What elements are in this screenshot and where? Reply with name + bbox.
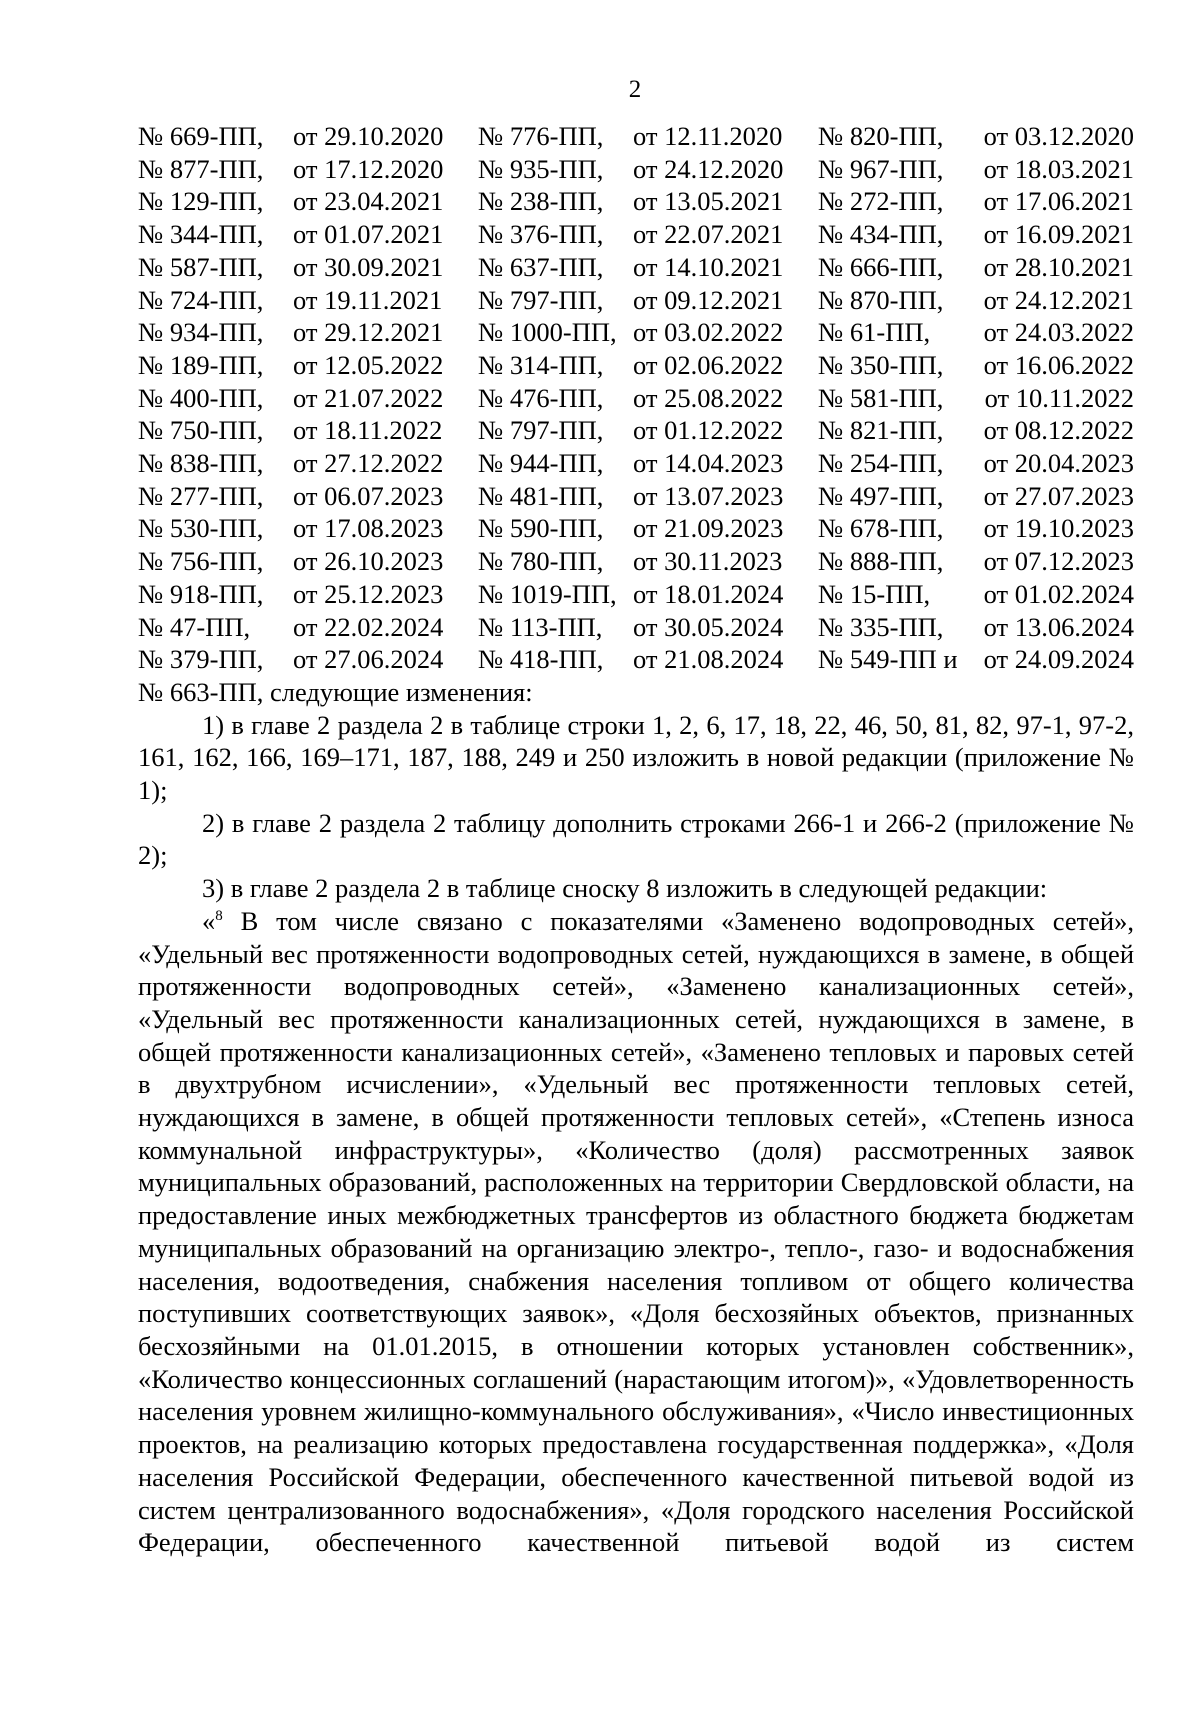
resolution-date: от 30.09.2021 (293, 251, 444, 282)
resolution-date: от 17.06.2021 (983, 186, 1134, 217)
reference-row (138, 447, 1134, 480)
resolution-number: № 61-ПП, (818, 317, 931, 348)
resolution-number: № 481-ПП, (478, 480, 604, 511)
resolution-date: от 13.06.2024 (983, 611, 1134, 642)
resolution-date: от 24.12.2021 (983, 284, 1134, 315)
resolution-number: № 797-ПП, (478, 284, 604, 315)
resolution-number: № 434-ПП, (818, 219, 944, 250)
resolution-number: № 669-ПП, (138, 121, 264, 151)
resolution-number: № 678-ПП, (818, 513, 944, 544)
footnote-8-text (138, 905, 1134, 1559)
resolution-number: № 821-ПП, (818, 415, 944, 446)
resolution-number: № 277-ПП, (138, 480, 264, 511)
resolution-number: № 944-ПП, (478, 448, 604, 479)
resolution-number: № 877-ПП, (138, 153, 264, 184)
resolution-number: № 272-ПП, (818, 186, 944, 217)
resolution-date: от 14.10.2021 (633, 251, 784, 282)
resolution-date: от 30.11.2023 (633, 546, 783, 577)
resolution-date: от 01.12.2022 (633, 415, 784, 446)
resolution-date: от 17.08.2023 (293, 513, 444, 544)
resolution-date: от 12.05.2022 (293, 349, 444, 380)
resolution-date: от 27.12.2022 (293, 448, 444, 479)
resolution-number: № 888-ПП, (818, 546, 944, 577)
resolution-date: от 10.11.2022 (984, 382, 1134, 413)
resolution-date: от 22.07.2021 (633, 219, 784, 250)
resolution-number: № 870-ПП, (818, 284, 944, 315)
resolution-number: № 1019-ПП, (478, 578, 617, 609)
resolution-number: № 400-ПП, (138, 382, 264, 413)
resolution-date: от 12.11.2020 (633, 121, 783, 151)
resolution-date: от 17.12.2020 (293, 153, 444, 184)
resolution-date: от 21.07.2022 (293, 382, 444, 413)
resolution-date: от 25.12.2023 (293, 578, 444, 609)
resolution-number: № 587-ПП, (138, 251, 264, 282)
resolution-number: № 581-ПП, (818, 382, 944, 413)
resolution-number: № 335-ПП, (818, 611, 944, 642)
reference-row (138, 480, 1134, 513)
resolution-date: от 16.06.2022 (983, 349, 1134, 380)
resolution-date: от 21.08.2024 (633, 644, 784, 675)
resolution-number: № 129-ПП, (138, 186, 264, 217)
resolution-date: от 13.05.2021 (633, 186, 784, 217)
amendment-item-1: 1) в главе 2 раздела 2 в таблице строки 1, 2, 6, 17, 18, 22, 46, 50, 81, 82, 97-1, 97-2, 161, 162, 166, 169–171, 187, 188, 249 и 250 изложить в новой редакции (приложение № 1); (138, 709, 1134, 806)
resolution-date: от 29.10.2020 (293, 121, 444, 151)
resolution-number: № 376-ПП, (478, 219, 604, 250)
resolution-number: № 838-ПП, (138, 448, 264, 479)
resolution-date: от 30.05.2024 (633, 611, 784, 642)
footnote-marker: 8 (215, 907, 223, 924)
closing-line: № 663-ПП, следующие изменения: (138, 676, 533, 707)
reference-row (138, 349, 1134, 382)
resolution-reference-rows (138, 120, 1134, 676)
resolution-number: № 750-ПП, (138, 415, 264, 446)
resolution-date: от 01.07.2021 (293, 219, 444, 250)
reference-row (138, 512, 1134, 545)
resolution-date: от 20.04.2023 (983, 448, 1134, 479)
resolution-date: от 03.02.2022 (633, 317, 784, 348)
resolution-date: от 22.02.2024 (293, 611, 444, 642)
reference-row (138, 120, 1134, 153)
resolution-number: № 967-ПП, (818, 153, 944, 184)
footnote-body: В том числе связано с показателями «Заменено водопроводных сетей», «Удельный вес протяженности водопроводных сетей, нуждающихся в замене, в общей протяженности водопроводных сетей», «Заменено канализационных сетей», «Удельный вес протяженности канализационных сетей, нуждающихся в замене, в общей протяженности канализационных сетей», «Заменено тепловых и паровых сетей в двухтрубном исчислении», «Удельный вес протяженности тепловых сетей, нуждающихся в замене, в общей протяженности тепловых сетей», «Степень износа коммунальной инфраструктуры», «Количество (доля) рассмотренных заявок муниципальных образований, расположенных на территории Свердловской области, на предоставление иных межбюджетных трансфертов из областного бюджета бюджетам муниципальных образований на организацию электро-, тепло-, газо- и водоснабжения населения, водоотведения, снабжения населения топливом от общего количества поступивших соответствующих заявок», «Доля бесхозяйных объектов, признанных бесхозяйными на 01.01.2015, в отношении которых установлен собственник», «Количество концессионных соглашений (нарастающим итогом)», «Удовлетворенность населения уровнем жилищно-коммунального обслуживания», «Число инвестиционных проектов, на реализацию которых предоставлена государственная поддержка», «Доля населения Российской Федерации, обеспеченного качественной питьевой водой из систем централизованного водоснабжения», «Доля городского населения Российской Федерации, обеспеченного качественной питьевой водой из систем (138, 905, 1134, 1558)
resolution-number: № 666-ПП, (818, 251, 944, 282)
resolution-number: № 418-ПП, (478, 644, 604, 675)
reference-row (138, 316, 1134, 349)
resolution-number: № 47-ПП, (138, 611, 251, 642)
resolution-number: № 113-ПП, (478, 611, 603, 642)
resolution-date: от 19.10.2023 (983, 513, 1134, 544)
resolution-date: от 27.06.2024 (293, 644, 444, 675)
resolution-number: № 497-ПП, (818, 480, 944, 511)
document-body (138, 120, 1134, 1559)
resolution-number: № 935-ПП, (478, 153, 604, 184)
reference-row (138, 578, 1134, 611)
resolution-number: № 379-ПП, (138, 644, 264, 675)
reference-row (138, 251, 1134, 284)
resolution-number: № 776-ПП, (478, 121, 604, 151)
resolution-number: № 820-ПП, (818, 121, 944, 151)
resolution-date: от 07.12.2023 (983, 546, 1134, 577)
resolution-date: от 24.12.2020 (633, 153, 784, 184)
resolution-date: от 25.08.2022 (633, 382, 784, 413)
resolution-number: № 637-ПП, (478, 251, 604, 282)
resolution-date: от 02.06.2022 (633, 349, 784, 380)
resolution-reference-table (138, 120, 1134, 676)
resolution-date: от 16.09.2021 (983, 219, 1134, 250)
resolution-date: от 18.11.2022 (293, 415, 443, 446)
resolution-number: № 780-ПП, (478, 546, 604, 577)
resolution-number: № 918-ПП, (138, 578, 264, 609)
amendment-item-2: 2) в главе 2 раздела 2 таблицу дополнить строками 266-1 и 266-2 (приложение № 2); (138, 807, 1134, 871)
resolution-number: № 934-ПП, (138, 317, 264, 348)
resolution-date: от 03.12.2020 (983, 121, 1134, 151)
resolution-number: № 344-ПП, (138, 219, 264, 250)
amendments-list (138, 709, 1134, 1559)
reference-row (138, 153, 1134, 186)
resolution-date: от 13.07.2023 (633, 480, 784, 511)
reference-row (138, 382, 1134, 415)
resolution-number: № 590-ПП, (478, 513, 604, 544)
reference-row (138, 185, 1134, 218)
resolution-number: № 15-ПП, (818, 578, 931, 609)
resolution-number: № 549-ПП и (818, 644, 958, 675)
resolution-number: № 476-ПП, (478, 382, 604, 413)
resolution-number: № 756-ПП, (138, 546, 264, 577)
resolution-date: от 27.07.2023 (983, 480, 1134, 511)
amendment-item-3: 3) в главе 2 раздела 2 в таблице сноску 8 изложить в следующей редакции: (202, 873, 1048, 904)
resolution-date: от 29.12.2021 (293, 317, 444, 348)
resolution-date: от 18.03.2021 (983, 153, 1134, 184)
resolution-number: № 724-ПП, (138, 284, 264, 315)
resolution-date: от 08.12.2022 (983, 415, 1134, 446)
resolution-date: от 09.12.2021 (633, 284, 784, 315)
resolution-number: № 254-ПП, (818, 448, 944, 479)
reference-row (138, 643, 1134, 676)
resolution-date: от 24.09.2024 (983, 644, 1134, 675)
resolution-number: № 238-ПП, (478, 186, 604, 217)
resolution-number: № 530-ПП, (138, 513, 264, 544)
resolution-number: № 1000-ПП, (478, 317, 617, 348)
reference-row (138, 545, 1134, 578)
reference-row (138, 218, 1134, 251)
resolution-number: № 189-ПП, (138, 349, 264, 380)
resolution-date: от 24.03.2022 (983, 317, 1134, 348)
reference-row (138, 611, 1134, 644)
resolution-date: от 18.01.2024 (633, 578, 784, 609)
resolution-date: от 01.02.2024 (983, 578, 1134, 609)
resolution-date: от 23.04.2021 (293, 186, 444, 217)
resolution-date: от 19.11.2021 (293, 284, 443, 315)
page-number: 2 (628, 76, 642, 103)
reference-row (138, 284, 1134, 317)
resolution-date: от 06.07.2023 (293, 480, 444, 511)
resolution-number: № 314-ПП, (478, 349, 604, 380)
resolution-date: от 14.04.2023 (633, 448, 784, 479)
resolution-date: от 21.09.2023 (633, 513, 784, 544)
resolution-number: № 797-ПП, (478, 415, 604, 446)
resolution-date: от 28.10.2021 (983, 251, 1134, 282)
resolution-number: № 350-ПП, (818, 349, 944, 380)
reference-row (138, 414, 1134, 447)
footnote-open-quote: « (202, 905, 216, 936)
resolution-date: от 26.10.2023 (293, 546, 444, 577)
